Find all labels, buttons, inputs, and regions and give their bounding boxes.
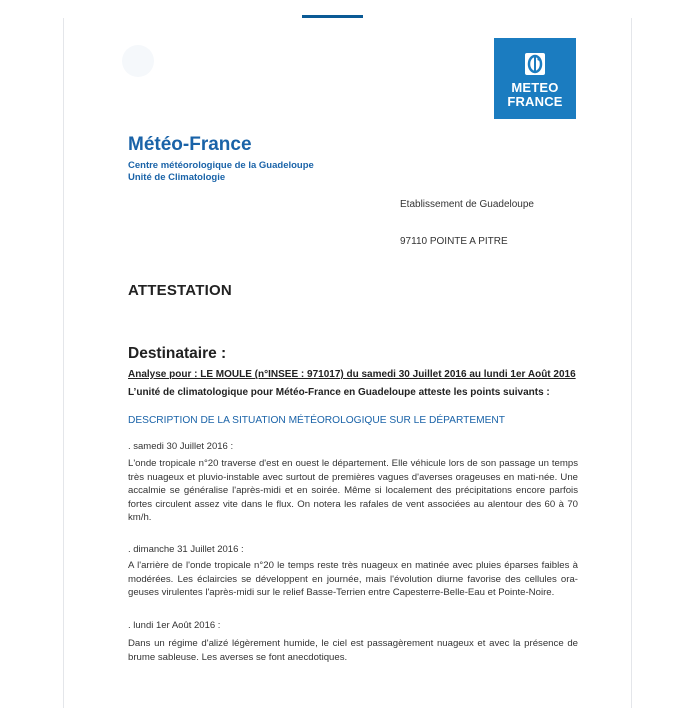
document-page: [63, 18, 632, 708]
day-label-3: . lundi 1er Août 2016 :: [128, 620, 221, 631]
meteo-france-logo: [494, 38, 576, 119]
org-title: Météo-France: [128, 134, 252, 155]
day-paragraph-2: A l'arrière de l'onde tropicale n°20 le temps reste très nuageux en matinée avec pluies éparses faibles à modérées. Les éclaircies se développent en journée, mais l'évolution diurne favorise des cellules ora-geuses virulentes l'après-midi sur le relief Basse-Terrien entre Capesterre-Belle-Eau et Pointe-Noire.: [128, 560, 578, 599]
address-line-1: Etablissement de Guadeloupe: [400, 199, 534, 210]
recipient-label: Destinataire :: [128, 345, 227, 362]
org-subtitle-unit: Unité de Climatologie: [128, 172, 226, 183]
meteo-france-emblem-icon: [525, 53, 545, 75]
faint-emblem-icon: [122, 45, 154, 77]
day-label-1: . samedi 30 Juillet 2016 :: [128, 441, 234, 452]
document-title: ATTESTATION: [128, 282, 232, 299]
section-heading: DESCRIPTION DE LA SITUATION MÉTÉOROLOGIQUE SUR LE DÉPARTEMENT: [128, 415, 505, 426]
analysis-line: Analyse pour : LE MOULE (n°INSEE : 971017) du samedi 30 Juillet 2016 au lundi 1er Août 2016: [128, 369, 576, 380]
org-subtitle-centre: Centre météorologique de la Guadeloupe: [128, 160, 314, 171]
day-paragraph-1: L'onde tropicale n°20 traverse d'est en ouest le département. Elle véhicule lors de son passage un temps très nuageux et pluvio-instable avec surtout de premières vagues d'averses orageuses en mati-née. Une accalmie se généralise l'après-midi et en soirée. Même si localement des précipitations encore parfois fortes circulent assez vite dans le flux. On notera les rafales de vent associées au alentour des 60 à 70 km/h.: [128, 458, 578, 524]
logo-line-meteo: METEO: [511, 80, 559, 95]
day-paragraph-3: Dans un régime d'alizé légèrement humide, le ciel est passagèrement nuageux et avec la présence de brume sableuse. Les averses se font anecdotiques.: [128, 638, 578, 663]
day-label-2: . dimanche 31 Juillet 2016 :: [128, 544, 244, 555]
intro-statement: L’unité de climatologique pour Météo-France en Guadeloupe atteste les points suivants :: [128, 387, 550, 398]
logo-text: [494, 81, 576, 109]
logo-line-france: FRANCE: [507, 94, 563, 109]
address-line-2: 97110 POINTE A PITRE: [400, 236, 508, 247]
